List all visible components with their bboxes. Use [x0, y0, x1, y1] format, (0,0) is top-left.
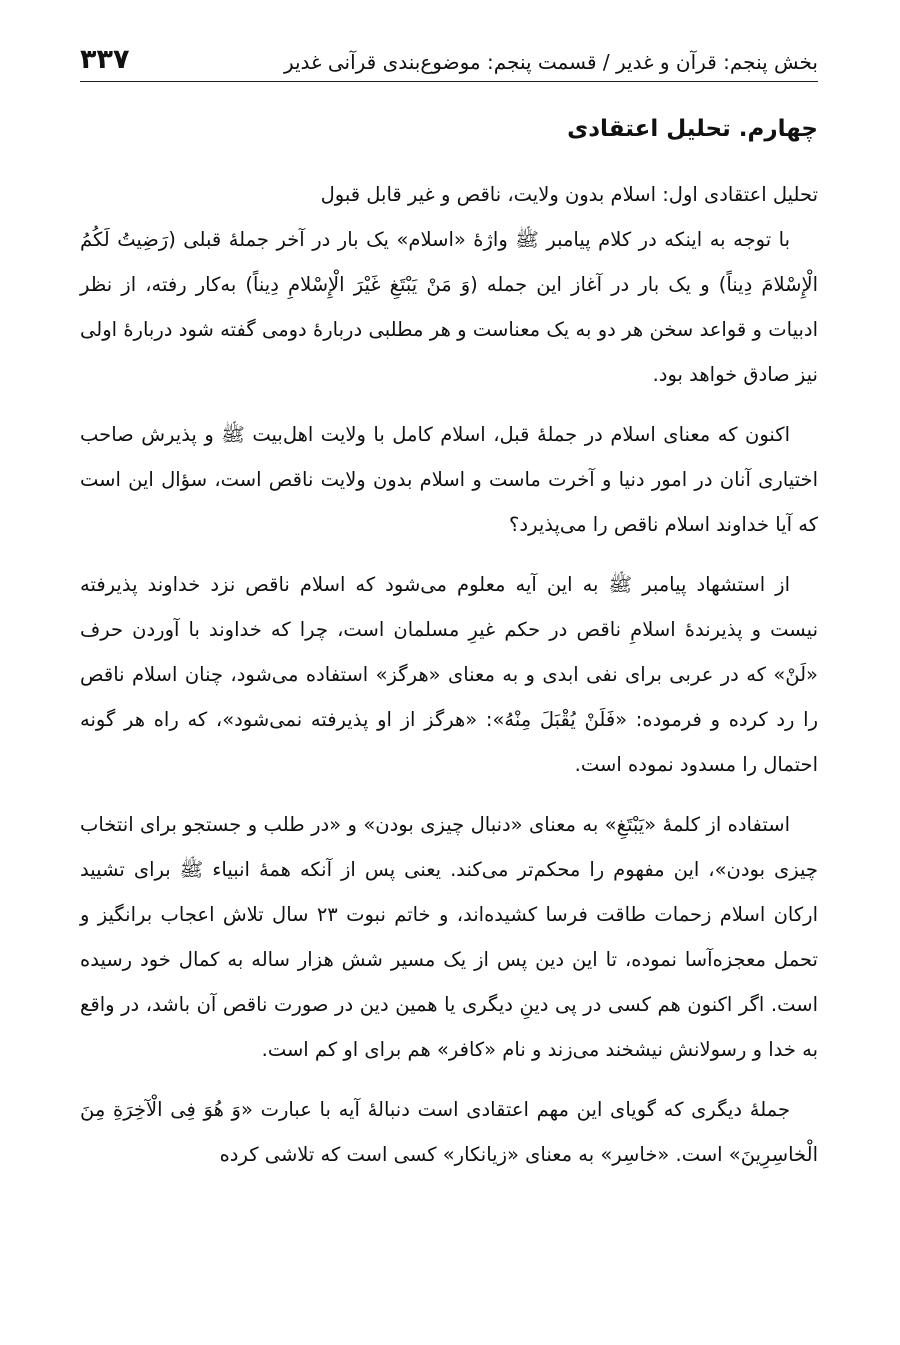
running-header	[80, 36, 818, 76]
body-text	[80, 172, 818, 1192]
page-number: ۳۳۷	[80, 44, 130, 75]
book-page	[80, 0, 818, 1345]
section-heading: چهارم. تحلیل اعتقادی	[567, 116, 818, 142]
paragraph: جملۀ دیگری که گویای این مهم اعتقادی است دنبالۀ آیه با عبارت «وَ هُوَ فِی الْآخِرَةِ مِنَ الْخاسِرِینَ» است. «خاسِر» به معنای «زیانکار» کسی است که تلاشی کرده	[80, 1098, 818, 1166]
paragraph: استفاده از کلمۀ «یَبْتَغِ» به معنای «دنبال چیزی بودن» و «در طلب و جستجو برای انتخاب چیزی بودن»، این مفهوم را محکم‌تر می‌کند. یعنی پس از آنکه همۀ انبیاء ﷺ برای تشیید ارکان اسلام زحمات طاقت فرسا کشیده‌اند، و خاتم نبوت ۲۳ سال تلاش اعجاب برانگیز و تحمل معجزه‌آسا نموده، تا این دین پس از یک مسیر شش هزار ساله به کمال خود رسیده است. اگر اکنون هم کسی در پی دینِ دیگری یا همین دین در صورت ناقص آن باشد، در واقع به خدا و رسولانش نیشخند می‌زند و نام «کافر» هم برای او کم است.	[80, 813, 818, 1061]
running-header-title: بخش پنجم: قرآن و غدیر / قسمت پنجم: موضوع‌بندی قرآنی غدیر	[283, 50, 818, 74]
header-divider	[80, 81, 818, 82]
paragraph: از استشهاد پیامبر ﷺ به این آیه معلوم می‌شود که اسلام ناقص نزد خداوند پذیرفته نیست و پذیرندۀ اسلامِ ناقص در حکم غیرِ مسلمان است، چرا که خداوند با آوردن حرف «لَنْ» که در عربی برای نفی ابدی و به معنای «هرگز» استفاده می‌شود، چنان اسلام ناقص را رد کرده و فرموده: «فَلَنْ یُقْبَلَ مِنْهُ»: «هرگز از او پذیرفته نمی‌شود»، که راه هر گونه احتمال را مسدود نموده است.	[80, 573, 818, 776]
paragraph: اکنون که معنای اسلام در جملۀ قبل، اسلام کامل با ولایت اهل‌بیت ﷺ و پذیرش صاحب اختیاری آنان در امور دنیا و آخرت ماست و اسلام بدون ولایت ناقص است، سؤال این است که آیا خداوند اسلام ناقص را می‌پذیرد؟	[80, 423, 818, 536]
paragraph: با توجه به اینکه در کلام پیامبر ﷺ واژۀ «اسلام» یک بار در آخر جملۀ قبلی (رَضِیتُ لَکُمُ الْإِسْلامَ دِیناً) و یک بار در آغاز این جمله (وَ مَنْ یَبْتَغِ غَیْرَ الْإِسْلامِ دِیناً) به‌کار رفته، از نظر ادبیات و قواعد سخن هر دو به یک معناست و هر مطلبی دربارۀ دومی گفته شود دربارۀ اولی نیز صادق خواهد بود.	[80, 228, 818, 386]
paragraph-subheading: تحلیل اعتقادی اول: اسلام بدون ولایت، ناقص و غیر قابل قبول	[320, 183, 818, 206]
